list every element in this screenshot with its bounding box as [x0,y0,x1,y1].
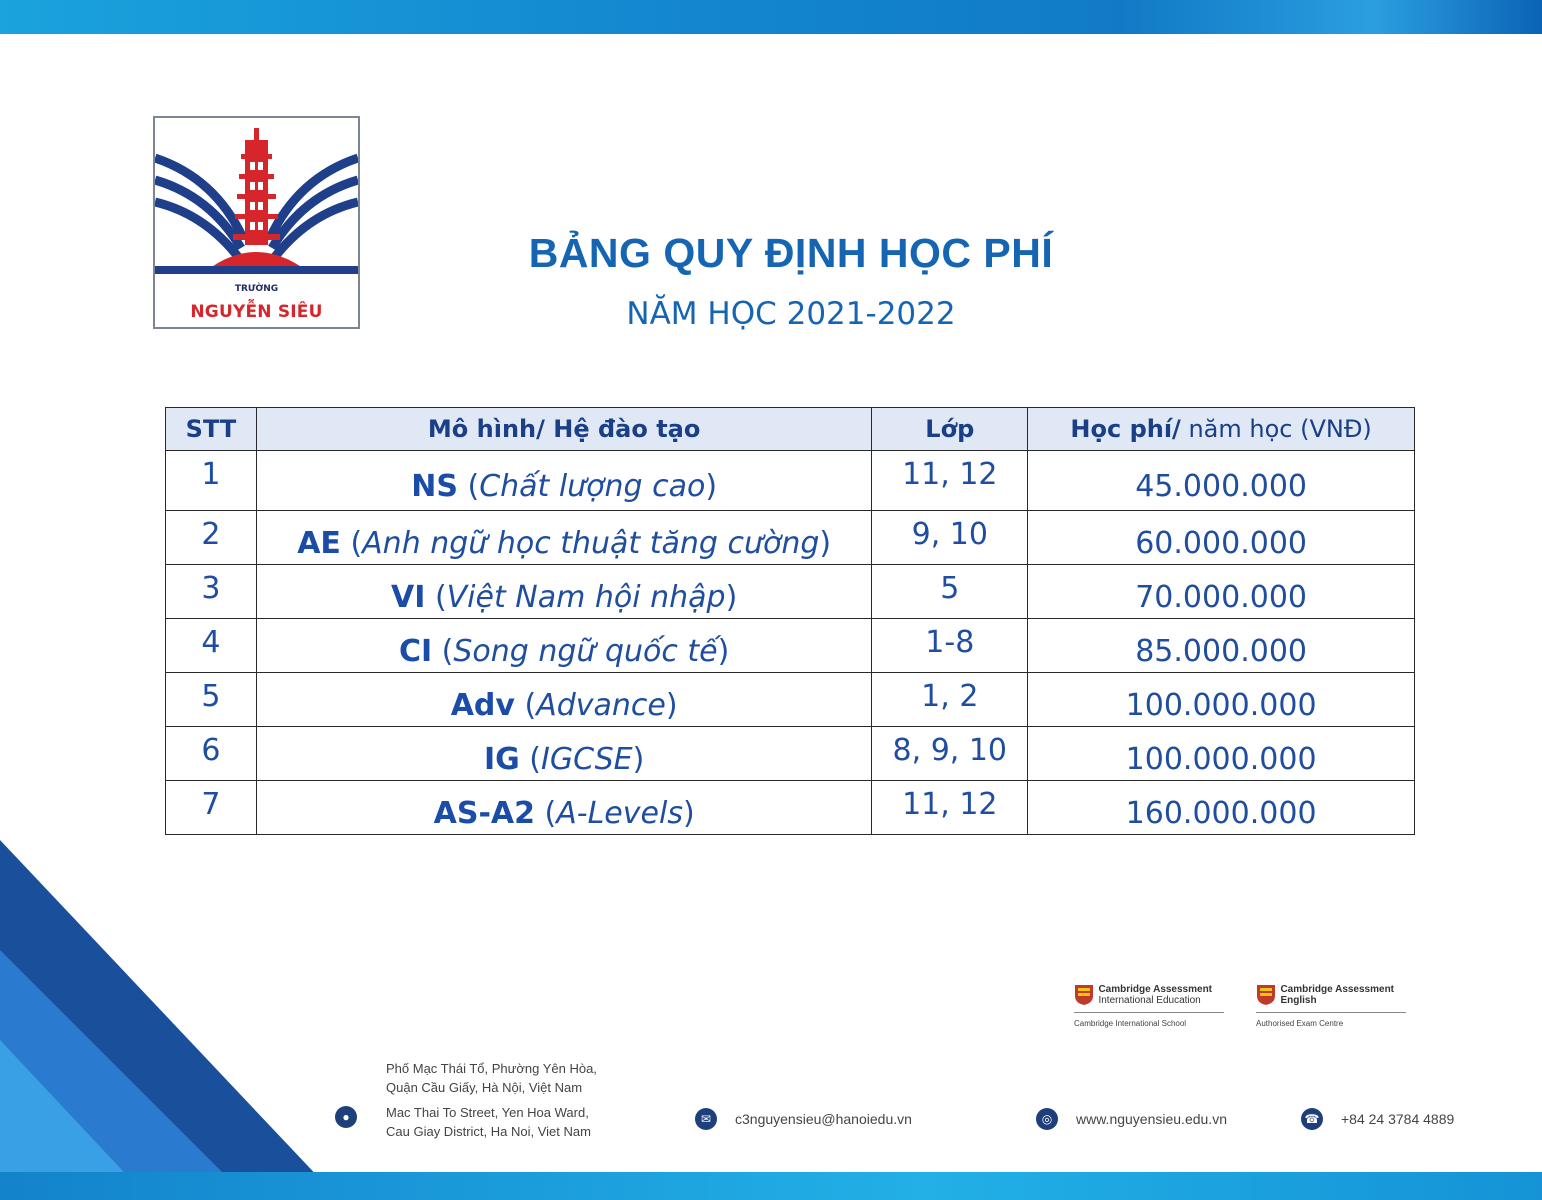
model-code: AS-A2 [433,796,535,831]
model-desc: Chất lượng cao [479,469,706,504]
cell-fee: 70.000.000 [1028,565,1415,619]
email-text[interactable]: c3nguyensieu@hanoiedu.vn [735,1111,912,1127]
top-banner-bar [0,0,1542,34]
header-fee-light: năm học (VNĐ) [1180,415,1372,443]
cell-model [256,727,871,781]
paren-close: ) [632,742,645,777]
cell-grade: 1, 2 [872,673,1028,727]
cell-grade: 9, 10 [872,511,1028,565]
cell-model [256,781,871,835]
cell-fee: 45.000.000 [1028,451,1415,511]
email-contact[interactable] [695,1108,912,1130]
address-vi-line2: Quận Cầu Giấy, Hà Nội, Việt Nam [386,1080,583,1095]
cell-grade: 8, 9, 10 [872,727,1028,781]
paren-close: ) [682,796,695,831]
header-fee [1028,408,1415,451]
header-model: Mô hình/ Hệ đào tạo [256,408,871,451]
page-title: BẢNG QUY ĐỊNH HỌC PHÍ [528,230,1054,276]
header-stt: STT [166,408,257,451]
address-en-line2: Cau Giay District, Ha Noi, Viet Nam [386,1124,591,1139]
model-desc: Anh ngữ học thuật tăng cường [362,526,820,561]
model-code: Adv [450,688,515,723]
cell-grade: 5 [872,565,1028,619]
paren-open: ( [519,742,541,777]
model-code: VI [391,580,426,615]
table-row [166,619,1415,673]
website-contact[interactable] [1036,1108,1227,1130]
model-desc: Việt Nam hội nhập [446,580,726,615]
cell-stt: 7 [166,781,257,835]
paren-close: ) [819,526,832,561]
model-code: CI [398,634,433,669]
email-icon: ✉ [695,1108,717,1130]
table-header-row [166,408,1415,451]
tuition-table [165,407,1415,835]
cambridge1-line1: Cambridge Assessment [1098,984,1213,995]
header-grade: Lớp [872,408,1028,451]
paren-close: ) [665,688,678,723]
cell-stt: 6 [166,727,257,781]
cell-model [256,451,871,511]
cambridge-crest-icon [1074,984,1094,1006]
cell-stt: 1 [166,451,257,511]
table-row [166,727,1415,781]
cell-fee: 100.000.000 [1028,673,1415,727]
cell-grade: 11, 12 [872,451,1028,511]
cambridge-crest-icon [1256,984,1276,1006]
phone-icon: ☎ [1301,1108,1323,1130]
cell-fee: 85.000.000 [1028,619,1415,673]
cell-grade: 1-8 [872,619,1028,673]
logo-school-name: NGUYỄN SIÊU [190,302,323,322]
table-row [166,781,1415,835]
phone-text[interactable]: +84 24 3784 4889 [1341,1111,1455,1127]
cell-model [256,511,871,565]
model-code: AE [297,526,341,561]
table-row [166,673,1415,727]
cambridge2-sub: Authorised Exam Centre [1256,1012,1406,1028]
cell-stt: 3 [166,565,257,619]
cambridge-international-logo [1074,984,1224,1028]
model-desc: IGCSE [541,742,633,777]
page-subtitle: NĂM HỌC 2021-2022 [626,296,956,332]
cell-model [256,565,871,619]
paren-close: ) [705,469,718,504]
cell-fee: 100.000.000 [1028,727,1415,781]
table-row [166,511,1415,565]
paren-open: ( [432,634,454,669]
cambridge-english-logo [1256,984,1406,1028]
model-desc: A-Levels [556,796,683,831]
model-desc: Song ngữ quốc tế [453,634,718,669]
cambridge2-line2: English [1280,995,1317,1006]
paren-open: ( [340,526,363,561]
paren-open: ( [514,688,537,723]
address-pin [335,1106,375,1128]
logo-caption: TRƯỜNG [234,284,279,294]
address-en-line1: Mac Thai To Street, Yen Hoa Ward, [386,1105,589,1120]
cambridge2-line1: Cambridge Assessment [1280,984,1395,995]
cell-model [256,673,871,727]
address-vi-line1: Phố Mạc Thái Tổ, Phường Yên Hòa, [386,1061,597,1076]
address-block [386,1059,597,1141]
paren-open: ( [535,796,557,831]
paren-close: ) [717,634,730,669]
cell-model [256,619,871,673]
cambridge1-sub: Cambridge International School [1074,1012,1224,1028]
bottom-banner-bar [0,1172,1542,1200]
paren-open: ( [457,469,480,504]
model-desc: Advance [536,688,666,723]
header-fee-bold: Học phí/ [1070,415,1181,443]
globe-icon: ◎ [1036,1108,1058,1130]
cell-stt: 4 [166,619,257,673]
phone-contact[interactable] [1301,1108,1454,1130]
cell-fee: 60.000.000 [1028,511,1415,565]
cell-stt: 2 [166,511,257,565]
decorative-triangles [0,840,360,1200]
cell-grade: 11, 12 [872,781,1028,835]
paren-close: ) [725,580,738,615]
table-row [166,565,1415,619]
cambridge1-line2: International Education [1098,995,1201,1006]
model-code: NS [411,469,458,504]
website-text[interactable]: www.nguyensieu.edu.vn [1076,1111,1227,1127]
location-pin-icon: ● [335,1106,357,1128]
cell-fee: 160.000.000 [1028,781,1415,835]
table-row [166,451,1415,511]
cell-stt: 5 [166,673,257,727]
model-code: IG [483,742,520,777]
paren-open: ( [425,580,447,615]
